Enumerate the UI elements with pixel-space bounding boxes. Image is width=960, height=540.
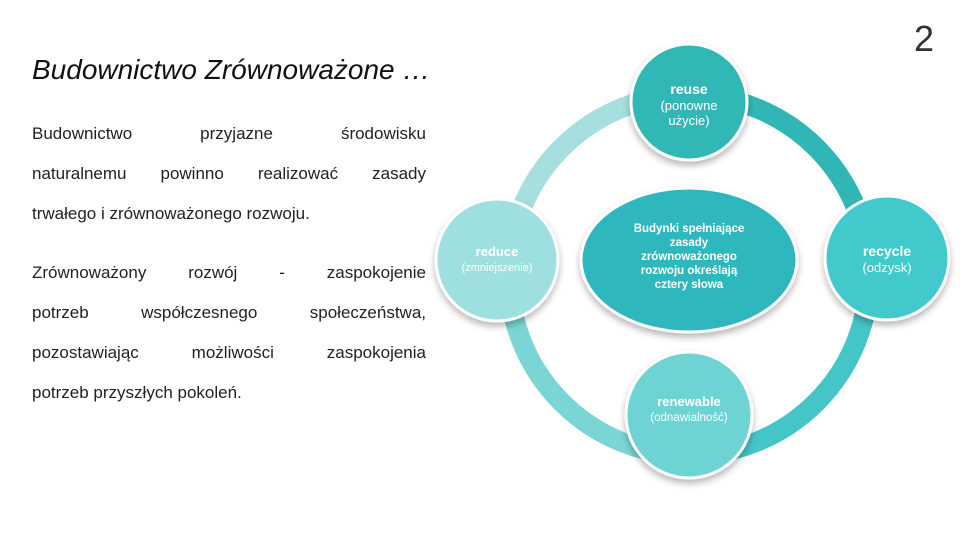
paragraph-line	[32, 194, 426, 234]
diagram-svg	[426, 40, 960, 540]
center-node-line: zrównoważonego	[641, 251, 737, 263]
node-reduce-shape	[436, 199, 558, 321]
center-node-line: Budynki spełniające	[633, 223, 745, 235]
node-renewable-title: renewable	[657, 394, 721, 409]
word: Budownictwo	[32, 124, 133, 143]
word: pozostawiając	[32, 343, 139, 362]
word: zaspokojenie	[326, 263, 426, 282]
paragraph-line	[32, 373, 426, 413]
node-reuse	[631, 44, 747, 160]
center-node-line: zasady	[669, 237, 709, 249]
node-renewable	[626, 352, 752, 478]
word: rozwój	[188, 263, 238, 282]
paragraph-line	[32, 114, 426, 154]
node-reuse-title: reuse	[670, 81, 708, 97]
word: trwałego i zrównoważonego rozwoju.	[32, 204, 310, 223]
node-reduce-title: reduce	[475, 244, 519, 259]
word: Zrównoważony	[32, 263, 147, 282]
center-node-line: cztery słowa	[654, 279, 724, 291]
node-recycle-subtitle: (odzysk)	[862, 260, 912, 275]
node-reuse-subtitle: (ponowne	[660, 98, 718, 113]
word: potrzeb przyszłych pokoleń.	[32, 383, 242, 402]
word: -	[279, 263, 285, 282]
paragraph-definition-building	[32, 114, 426, 234]
paragraph-line	[32, 293, 426, 333]
sustainability-cycle-diagram	[426, 40, 960, 540]
slide-title: Budownictwo Zrównoważone …	[32, 54, 431, 85]
node-renewable-subtitle: (odnawialność)	[650, 412, 728, 424]
node-recycle-title: recycle	[862, 243, 912, 259]
word: możliwości	[191, 343, 274, 362]
node-reduce-subtitle: (zmniejszenie)	[461, 262, 533, 274]
node-reuse-subtitle: użycie)	[668, 113, 710, 128]
word: potrzeb	[32, 303, 89, 322]
word: naturalnemu	[32, 164, 127, 183]
word: społeczeństwa,	[309, 303, 426, 322]
word: zasady	[372, 164, 426, 183]
node-recycle	[825, 196, 949, 320]
page-number: 2	[913, 18, 934, 59]
word: powinno	[160, 164, 224, 183]
paragraph-line	[32, 253, 426, 293]
paragraph-line	[32, 154, 426, 194]
paragraph-definition-sustainable-development	[32, 253, 426, 413]
word: współczesnego	[141, 303, 258, 322]
center-node	[581, 188, 797, 332]
center-node-line: rozwoju określają	[640, 265, 738, 277]
word: realizować	[257, 164, 339, 183]
word: środowisku	[340, 124, 426, 143]
word: zaspokojenia	[326, 343, 426, 362]
word: przyjazne	[200, 124, 273, 143]
paragraph-line	[32, 333, 426, 373]
node-reduce	[436, 199, 558, 321]
